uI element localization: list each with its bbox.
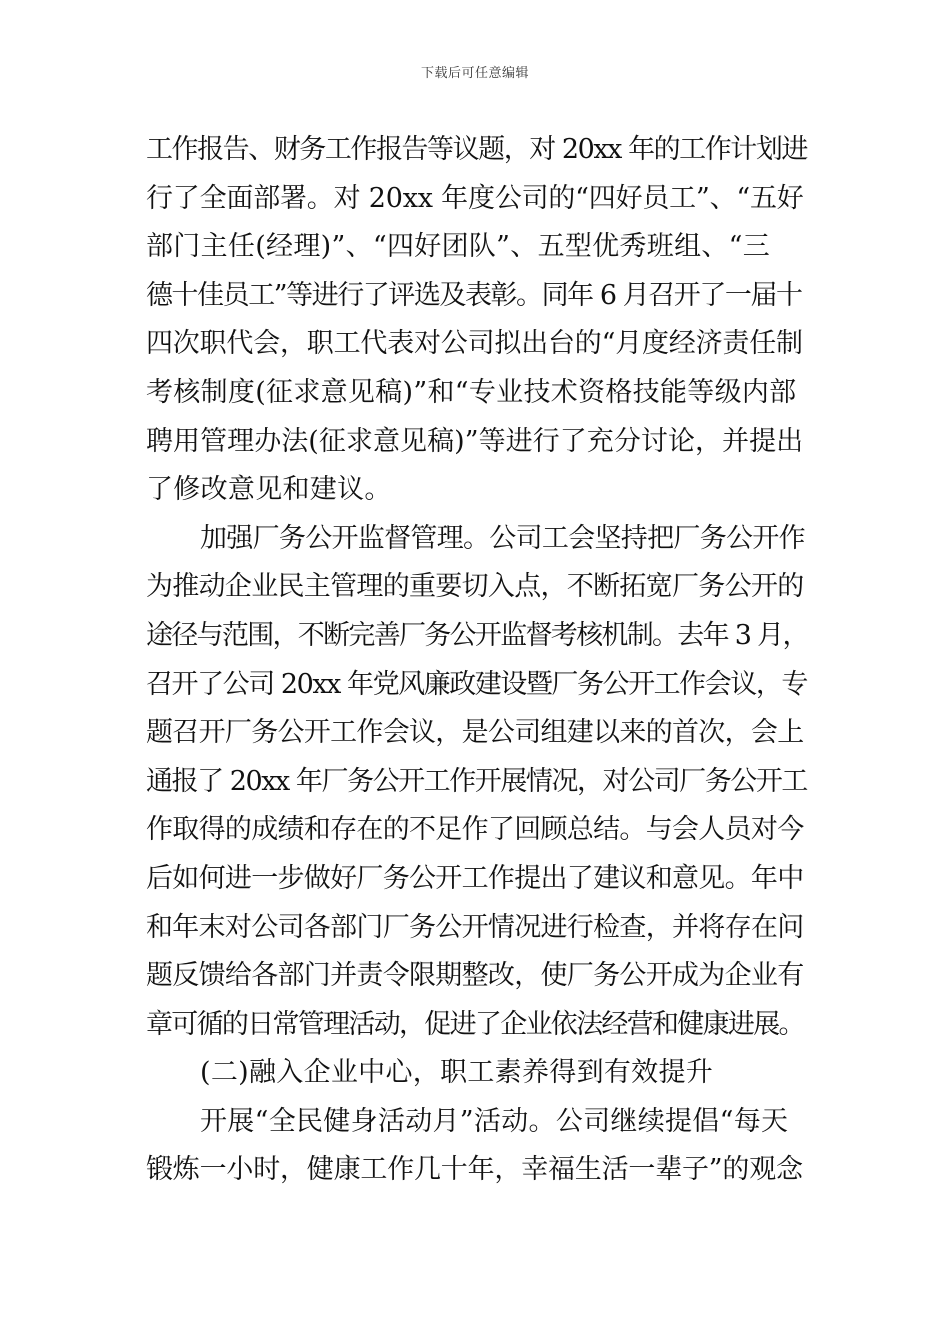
- paragraph-start-line: 加强厂务公开监督管理。公司工会坚持把厂务公开作: [200, 522, 805, 554]
- text-line: 召开了公司 20xx 年党风廉政建设暨厂务公开工作会议，专: [146, 668, 807, 700]
- text-line: 四次职代会，职工代表对公司拟出台的“月度经济责任制: [146, 328, 803, 360]
- text-line: 了修改意见和建议。: [146, 474, 392, 506]
- text-line: 途径与范围，不断完善厂务公开监督考核机制。去年 3 月，: [146, 619, 808, 651]
- text-line: 部门主任(经理)”、“四好团队”、五型优秀班组、“三: [146, 231, 771, 263]
- text-line: 后如何进一步做好厂务公开工作提出了建议和意见。年中: [146, 862, 804, 894]
- text-line: 考核制度(征求意见稿)”和“专业技术资格技能等级内部: [146, 376, 797, 408]
- text-line: 作取得的成绩和存在的不足作了回顾总结。与会人员对今: [146, 814, 804, 846]
- text-line: 题召开厂务公开工作会议，是公司组建以来的首次，会上: [146, 717, 804, 749]
- page-header: 下载后可任意编辑: [420, 66, 529, 81]
- text-line: 为推动企业民主管理的重要切入点，不断拓宽厂务公开的: [146, 571, 804, 603]
- text-line: 工作报告、财务工作报告等议题，对 20xx 年的工作计划进: [146, 134, 807, 165]
- body-text: [146, 126, 808, 1195]
- text-line: 题反馈给各部门并责令限期整改，使厂务公开成为企业有: [146, 960, 804, 992]
- paragraph-start-line: 开展“全民健身活动月”活动。公司继续提倡“每天: [200, 1105, 789, 1137]
- text-line: 章可循的日常管理活动，促进了企业依法经营和健康进展。: [146, 1008, 804, 1040]
- text-line: 德十佳员工”等进行了评选及表彰。同年 6 月召开了一届十: [146, 279, 802, 311]
- section-heading: (二)融入企业中心，职工素养得到有效提升: [200, 1057, 714, 1089]
- text-line: 聘用管理办法(征求意见稿)”等进行了充分讨论，并提出: [146, 425, 804, 457]
- text-line: 通报了 20xx 年厂务公开工作开展情况，对公司厂务公开工: [146, 765, 807, 797]
- text-line: 锻炼一小时，健康工作几十年，幸福生活一辈子”的观念: [146, 1154, 803, 1186]
- text-line: 行了全面部署。对 20xx 年度公司的“四好员工”、“五好: [146, 182, 804, 214]
- text-line: 和年末对公司各部门厂务公开情况进行检查，并将存在问: [146, 911, 804, 943]
